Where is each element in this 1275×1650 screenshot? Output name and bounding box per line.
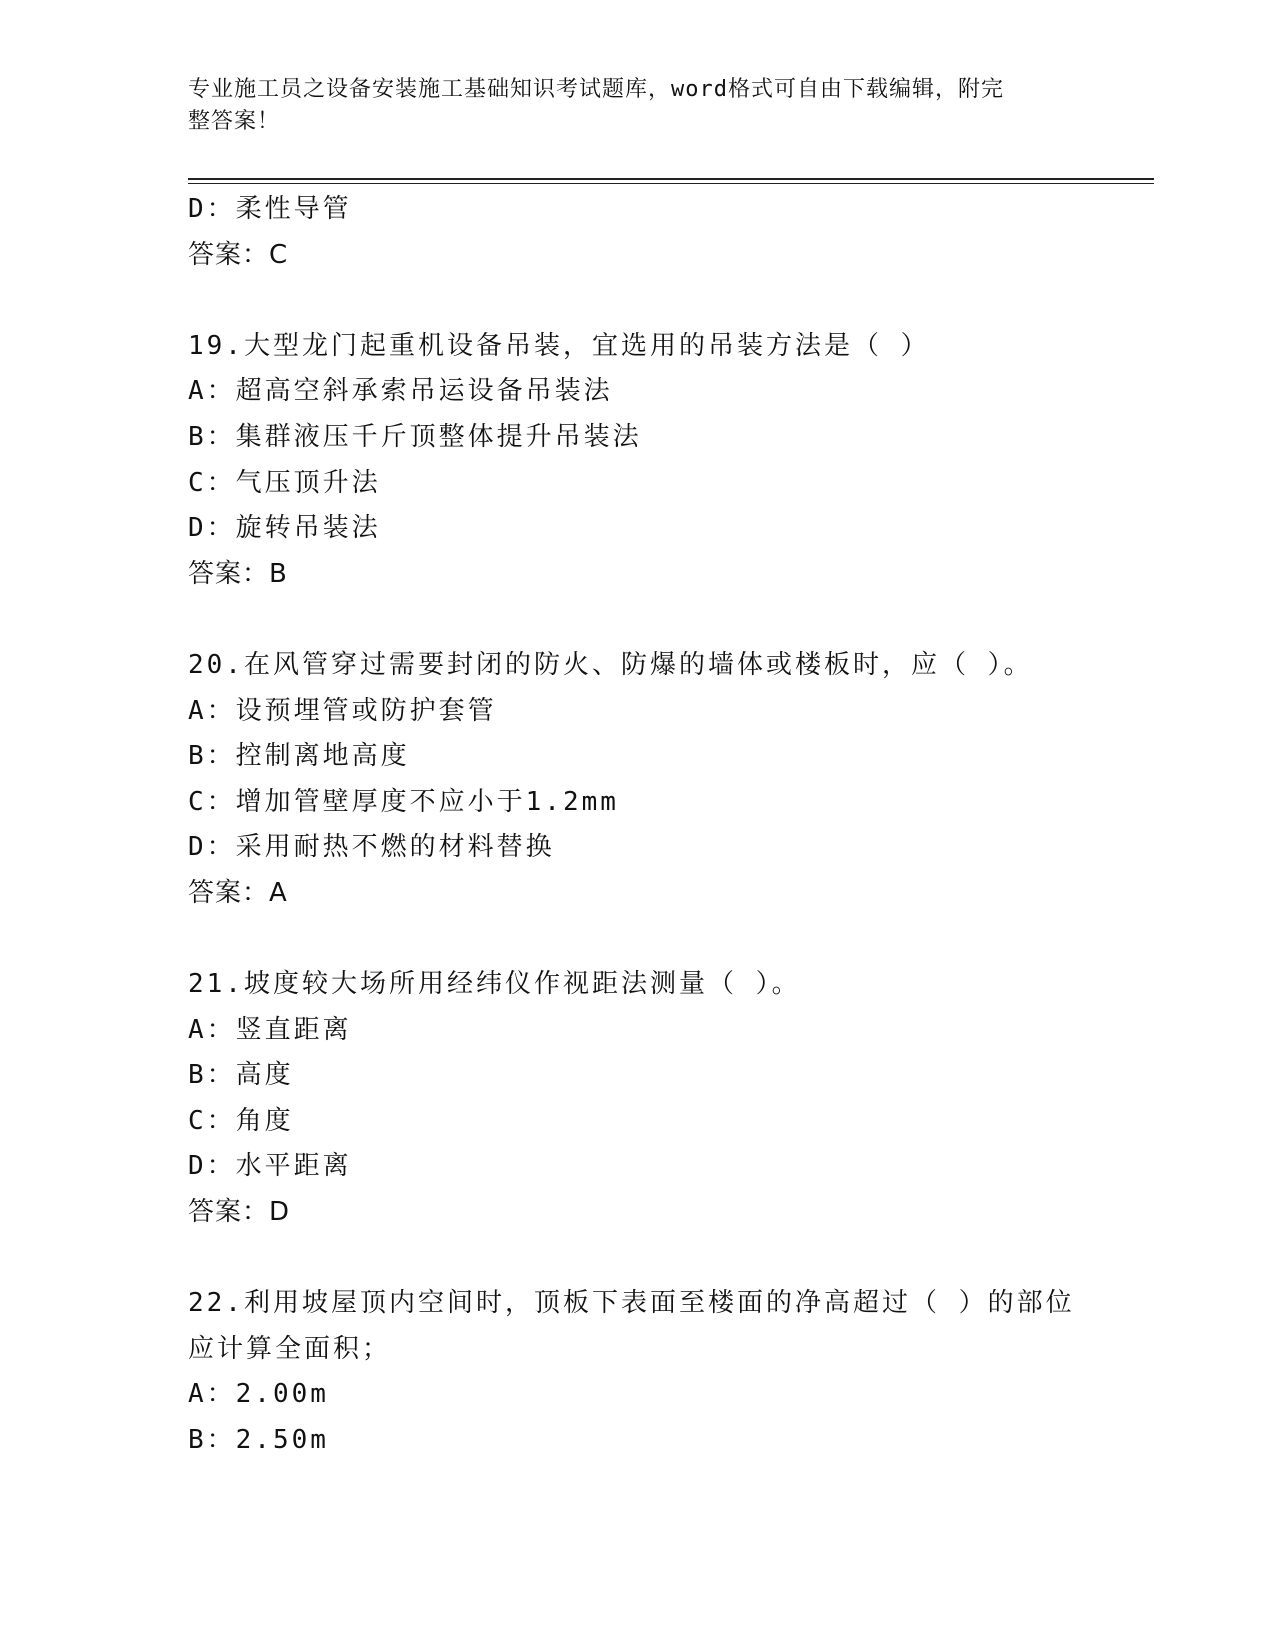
- option-a: A：竖直距离: [188, 1014, 352, 1045]
- answer: 答案：A: [188, 877, 288, 908]
- question-19: [188, 324, 1088, 598]
- question-title-line-1: 22.利用坡屋顶内空间时，顶板下表面至楼面的净高超过（ ）的部位: [188, 1288, 1075, 1319]
- document-header: [188, 74, 1068, 138]
- option-b: B：控制离地高度: [188, 741, 410, 772]
- question-title-line-2: 应计算全面积；: [188, 1333, 392, 1364]
- spacer: [188, 917, 1088, 963]
- question-22: [188, 1281, 1088, 1463]
- option-b: B：高度: [188, 1060, 294, 1091]
- header-line-1: 专业施工员之设备安装施工基础知识考试题库，word格式可自由下载编辑，附完: [188, 77, 1004, 102]
- header-divider: [188, 178, 1154, 180]
- option-c: C：增加管壁厚度不应小于1.2mm: [188, 786, 619, 817]
- header-line-2: 整答案！: [188, 109, 281, 134]
- answer: 答案：B: [188, 558, 288, 589]
- answer: 答案：D: [188, 1197, 291, 1228]
- header-divider-secondary: [188, 183, 1154, 184]
- question-title: 19.大型龙门起重机设备吊装，宜选用的吊装方法是（ ）: [188, 330, 930, 361]
- option-a: A：超高空斜承索吊运设备吊装法: [188, 376, 613, 407]
- spacer: [188, 1236, 1088, 1282]
- option-d: D：水平距离: [188, 1151, 352, 1182]
- question-title: 21.坡度较大场所用经纬仪作视距法测量（ ）。: [188, 969, 801, 1000]
- option-c: C：角度: [188, 1105, 294, 1136]
- option-b: B：2.50m: [188, 1425, 329, 1456]
- question-20: [188, 643, 1088, 917]
- option-a: A：设预埋管或防护套管: [188, 695, 497, 726]
- option-d: D：采用耐热不燃的材料替换: [188, 832, 555, 863]
- previous-answer: 答案：C: [188, 239, 289, 270]
- question-21: [188, 962, 1088, 1236]
- question-title: 20.在风管穿过需要封闭的防火、防爆的墙体或楼板时，应（ ）。: [188, 649, 1033, 680]
- option-d: D：旋转吊装法: [188, 513, 381, 544]
- spacer: [188, 597, 1088, 643]
- spacer: [188, 278, 1088, 324]
- option-b: B：集群液压千斤顶整体提升吊装法: [188, 421, 642, 452]
- option-c: C：气压顶升法: [188, 467, 381, 498]
- previous-option-d: D：柔性导管: [188, 194, 352, 224]
- question-list: [188, 187, 1088, 1464]
- option-a: A：2.00m: [188, 1379, 329, 1410]
